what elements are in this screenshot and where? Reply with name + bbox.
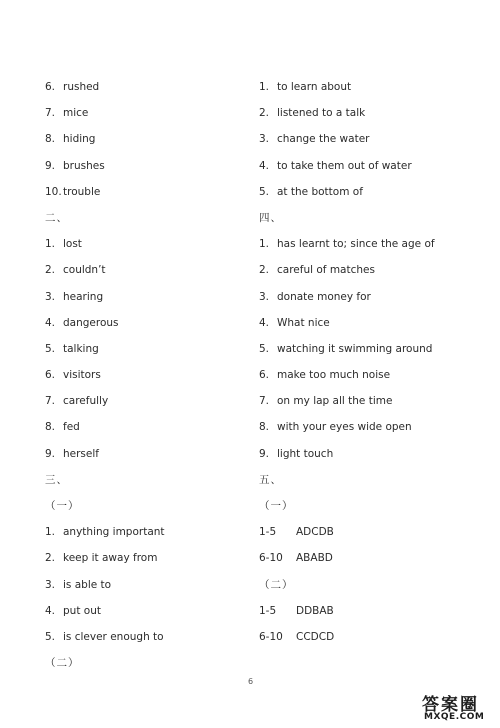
answer-line xyxy=(45,419,245,445)
answer-text: What nice xyxy=(277,316,330,329)
answer-line xyxy=(45,629,245,655)
answer-text: dangerous xyxy=(63,316,119,329)
answer-number: 1. xyxy=(259,238,270,251)
answer-text: put out xyxy=(63,604,101,617)
answer-number: 2. xyxy=(259,107,270,120)
answer-number: 6. xyxy=(45,81,56,93)
answer-line xyxy=(45,446,245,472)
answer-text: to learn about xyxy=(277,81,352,93)
answer-text: couldn’t xyxy=(63,264,106,277)
answer-line xyxy=(259,184,489,210)
answer-line xyxy=(259,367,489,393)
answer-line xyxy=(259,419,489,445)
answer-text: is able to xyxy=(63,578,112,591)
answer-line xyxy=(45,236,245,262)
answer-line xyxy=(45,79,245,105)
answer-number: 1. xyxy=(259,81,270,93)
answer-text: with your eyes wide open xyxy=(277,421,412,434)
answer-number: 8. xyxy=(45,133,56,146)
answer-number: 5. xyxy=(259,185,270,198)
answer-number: 5. xyxy=(45,342,56,355)
answer-line xyxy=(259,158,489,184)
answer-line xyxy=(259,262,489,288)
answer-text: has learnt to; since the age of xyxy=(277,238,435,251)
answer-text: is clever enough to xyxy=(63,630,164,643)
answer-line xyxy=(259,105,489,131)
answer-line xyxy=(45,550,245,576)
answer-line xyxy=(259,289,489,315)
answer-text: ADCDB xyxy=(296,526,334,539)
answer-number: 6-10 xyxy=(259,630,283,643)
section-heading: 五、 xyxy=(259,473,282,486)
answer-text: anything important xyxy=(63,526,165,539)
left-answer-column xyxy=(45,79,245,681)
answer-text: herself xyxy=(63,447,99,460)
section-heading: （二） xyxy=(45,657,80,670)
answer-line xyxy=(259,446,489,472)
answer-number: 4. xyxy=(45,604,56,617)
answer-line xyxy=(45,393,245,419)
section-heading: 三、 xyxy=(45,473,68,486)
answer-text: at the bottom of xyxy=(277,185,363,198)
answer-number: 9. xyxy=(45,447,56,460)
answer-line xyxy=(45,262,245,288)
answer-number: 8. xyxy=(45,421,56,434)
watermark-logo-text: 答案圈 xyxy=(422,695,479,715)
answer-text: lost xyxy=(63,238,82,251)
answer-text: visitors xyxy=(63,369,101,382)
answer-text: mice xyxy=(63,107,89,120)
answer-number: 6-10 xyxy=(259,552,283,565)
answer-text: rushed xyxy=(63,81,100,93)
answer-text: brushes xyxy=(63,159,105,172)
answer-line xyxy=(259,550,489,576)
answer-number: 10. xyxy=(45,185,62,198)
answer-text: fed xyxy=(63,421,80,434)
answer-number: 8. xyxy=(259,421,270,434)
section-heading: 四、 xyxy=(259,211,282,224)
answer-text: trouble xyxy=(63,185,101,198)
answer-number: 6. xyxy=(259,369,270,382)
answer-number: 4. xyxy=(259,316,270,329)
answer-line xyxy=(45,131,245,157)
answer-line xyxy=(259,393,489,419)
answer-text: make too much noise xyxy=(277,369,391,382)
answer-number: 7. xyxy=(45,107,56,120)
answer-text: on my lap all the time xyxy=(277,395,393,408)
answer-text: ABABD xyxy=(296,552,333,565)
answer-line xyxy=(45,577,245,603)
answer-number: 9. xyxy=(45,159,56,172)
answer-line xyxy=(259,79,489,105)
answer-number: 1. xyxy=(45,238,56,251)
answer-line xyxy=(259,315,489,341)
answer-line xyxy=(259,603,489,629)
answer-line xyxy=(45,524,245,550)
answer-line xyxy=(259,629,489,655)
watermark-site-text: MXQE.COM xyxy=(424,712,485,722)
answer-text: keep it away from xyxy=(63,552,158,565)
answer-number: 4. xyxy=(259,159,270,172)
answer-text: talking xyxy=(63,342,99,355)
answer-number: 5. xyxy=(45,630,56,643)
answer-number: 4. xyxy=(45,316,56,329)
section-heading: （一） xyxy=(45,500,80,512)
answer-text: listened to a talk xyxy=(277,107,366,120)
answer-text: careful of matches xyxy=(277,264,375,277)
answer-text: hiding xyxy=(63,133,96,146)
answer-line xyxy=(45,105,245,131)
answer-line xyxy=(45,367,245,393)
answer-line xyxy=(259,236,489,262)
answer-number: 2. xyxy=(45,264,56,277)
answer-number: 6. xyxy=(45,369,56,382)
section-heading: （二） xyxy=(259,578,294,591)
answer-line xyxy=(259,341,489,367)
section-heading: 二、 xyxy=(45,211,68,224)
answer-number: 5. xyxy=(259,342,270,355)
answer-number: 7. xyxy=(45,395,56,408)
answer-text: CCDCD xyxy=(296,630,335,643)
answer-text: hearing xyxy=(63,290,104,303)
answer-number: 1. xyxy=(45,526,56,539)
answer-line xyxy=(259,131,489,157)
answer-text: light touch xyxy=(277,447,334,460)
answer-text: DDBAB xyxy=(296,604,334,617)
answer-number: 3. xyxy=(45,290,56,303)
answer-text: watching it swimming around xyxy=(277,342,433,355)
answer-number: 1-5 xyxy=(259,604,277,617)
answer-number: 9. xyxy=(259,447,270,460)
answer-number: 2. xyxy=(259,264,270,277)
watermark-logo xyxy=(422,690,496,724)
answer-line xyxy=(45,158,245,184)
answer-number: 1-5 xyxy=(259,526,277,539)
answer-text: donate money for xyxy=(277,290,371,303)
answer-line xyxy=(45,603,245,629)
answer-text: change the water xyxy=(277,133,370,146)
answer-line xyxy=(45,184,245,210)
answer-line xyxy=(45,341,245,367)
answer-number: 3. xyxy=(45,578,56,591)
answer-text: carefully xyxy=(63,395,109,408)
answer-number: 2. xyxy=(45,552,56,565)
answer-line xyxy=(259,524,489,550)
answer-line xyxy=(45,315,245,341)
answer-number: 7. xyxy=(259,395,270,408)
page-number: 6 xyxy=(248,677,254,686)
section-heading: （一） xyxy=(259,500,294,512)
answer-text: to take them out of water xyxy=(277,159,412,172)
answer-line xyxy=(45,289,245,315)
right-answer-column xyxy=(259,79,489,655)
answer-number: 3. xyxy=(259,133,270,146)
answer-number: 3. xyxy=(259,290,270,303)
